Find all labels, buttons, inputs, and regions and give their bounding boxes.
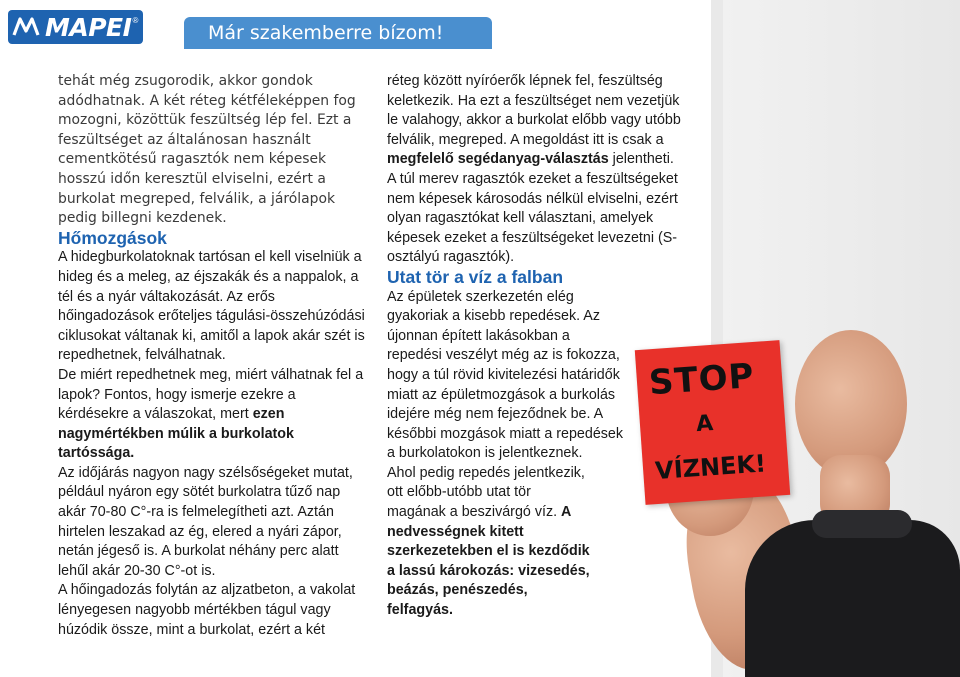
left-paragraph-2 <box>58 366 368 464</box>
left-column <box>58 72 368 640</box>
right-paragraph-3: Az épületek szerkezetén elég gyakoriak a kisebb repedések. Az újonnan épített lakásokban a repedési veszélyt még az is fokozza, hogy a túl rövid kivitelezési határidők miatt az épületmozgások a burkolás idejére még nem fejeződnek be. A későbbi mozgások miatt a repedések a burkolatokon is jelentkeznek. <box>387 288 624 462</box>
right-paragraph-4-bold: A nedvességnek kitett szerkezetekben el is kezdődik a lassú károkozás: vizesedés, beázás, penészedés, felfagyás. <box>387 504 590 619</box>
referee-shirt <box>745 520 960 677</box>
right-paragraph-1-text: réteg között nyíróerők lépnek fel, feszültség keletkezik. Ha ezt a feszültséget nem vezetjük le valahogy, akkor a burkolat előbb vagy utóbb felválik, megreped. A megoldást itt is csak a <box>387 73 681 148</box>
left-intro: tehát még zsugorodik, akkor gondok adódhatnak. A két réteg kétféleképpen fog mozogni, közöttük feszültség lép fel. Ezt a feszültséget az általánosan használt cementkötésű ragasztók nem képesek hosszú időn keresztül elviselni, ezért a burkolat megreped, felválik, a járólapok pedig billegni kezdenek. <box>58 73 356 227</box>
slogan-banner: Már szakemberre bízom! <box>184 17 492 49</box>
logo-mark-icon <box>11 13 41 41</box>
right-paragraph-4-text: Ahol pedig repedés jelentkezik, ott előbb-utóbb utat tör magának a beszivárgó víz. <box>387 464 585 521</box>
card-line-a: A <box>695 410 714 438</box>
left-paragraph-3: Az időjárás nagyon nagy szélsőségeket mutat, például nyáron egy sötét burkolatra tűző nap akár 70-80 C°-ra is felmelegítheti azt. Aztán hirtelen leszakad az ég, elered a nyári zápor, netán jégeső is. A burkolat néhány perc alatt lehűl akár 20-30 C°-ot is. <box>58 464 353 579</box>
card-line-stop: STOP <box>647 356 756 404</box>
right-paragraph-1-end: jelentheti. <box>608 151 674 168</box>
right-paragraph-4 <box>387 464 592 621</box>
left-paragraph-2-text: De miért repedhetnek meg, miért válhatnak fel a lapok? Fontos, hogy ismerje ezekre a kérdésekre a válaszokat, mert <box>58 366 364 423</box>
registered-mark: ® <box>132 15 139 25</box>
left-paragraph-1: A hidegburkolatoknak tartósan el kell viselniük a hideg és a meleg, az éjszakák és a nappalok, a tél és a nyár váltakozását. Az erős hőingadozások erőteljes tágulási-összehúzódási ciklusokat váltanak ki, amitől a lapok akár szét is repedhetnek, felválhatnak. <box>58 249 365 364</box>
mapei-logo <box>8 10 143 44</box>
right-paragraph-1-bold: megfelelő segédanyag-választás <box>387 151 609 168</box>
heading-utat-tor: Utat tör a víz a falban <box>387 266 564 287</box>
right-paragraph-2: A túl merev ragasztók ezeket a feszültségeket nem képesek károsodás nélkül elviselni, ezért olyan ragasztókat kell választani, amelyek képesek ezeket a feszültségeket levezetni (S-osztályú ragasztók). <box>387 170 678 266</box>
right-paragraph-1 <box>387 72 685 170</box>
referee-collar <box>812 510 912 538</box>
right-column <box>387 72 685 621</box>
left-paragraph-2-bold: ezen nagymértékben múlik a burkolatok tartóssága. <box>58 406 294 462</box>
card-line-viznek: VÍZNEK! <box>654 449 767 486</box>
heading-homozgasok: Hőmozgások <box>58 227 167 248</box>
logo-text: MAPEI <box>45 12 132 42</box>
left-paragraph-4: A hőingadozás folytán az aljzatbeton, a vakolat lényegesen nagyobb mértékben tágul vagy húzódik össze, mint a burkolat, ezért a két <box>58 582 356 638</box>
